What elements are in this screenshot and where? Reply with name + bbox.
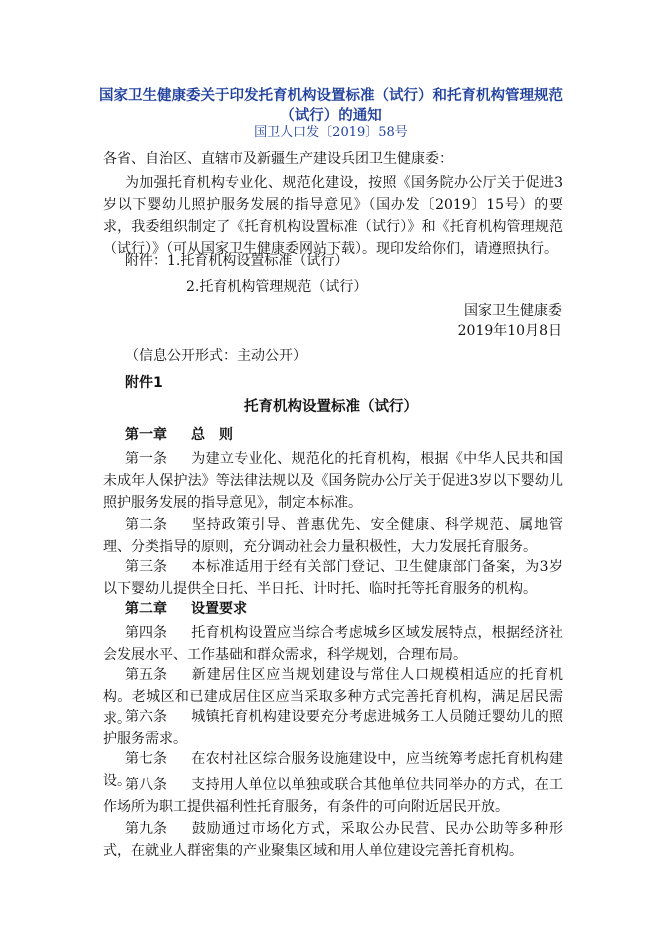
article-text: 支持用人单位以单独或联合其他单位共同举办的方式，在工作场所为职工提供福利性托育服务，有条件的可向附近居民开放。: [103, 777, 563, 815]
article-text: 坚持政策引导、普惠优先、安全健康、科学规范、属地管理、分类指导的原则，充分调动社会力量积极性，大力发展托育服务。: [103, 517, 563, 555]
chapter-number: 第二章: [125, 601, 167, 617]
article-6: [103, 706, 563, 750]
article-number: 第九条: [125, 821, 167, 837]
article-3: [103, 556, 563, 600]
article-text: 鼓励通过市场化方式，采取公办民营、民办公助等多种形式，在就业人群密集的产业聚集区域和用人单位建设完善托育机构。: [103, 821, 563, 859]
document-number: 国卫人口发〔2019〕58号: [254, 125, 408, 140]
article-number: 第八条: [125, 777, 167, 793]
issuer: 国家卫生健康委: [464, 303, 562, 319]
article-text: 在农村社区综合服务设施建设中，应当统筹考虑托育机构建设。: [103, 751, 563, 789]
annex-label: 附件1: [125, 375, 163, 391]
notice-title: 国家卫生健康委关于印发托育机构设置标准（试行）和托育机构管理规范（试行）的通知: [99, 88, 563, 124]
chapter-heading: [125, 598, 247, 620]
article-9: [103, 818, 563, 862]
article-number: 第六条: [125, 709, 167, 725]
issue-date: 2019年10月8日: [457, 323, 562, 339]
article-2: [103, 514, 563, 558]
article-number: 第七条: [125, 751, 167, 767]
chapter-heading: [125, 424, 233, 446]
article-text: 托育机构设置应当综合考虑城乡区域发展特点，根据经济社会发展水平、工作基础和群众需求，科学规划，合理布局。: [103, 625, 563, 663]
annex-title: 托育机构设置标准（试行）: [244, 399, 418, 415]
attachment-2: 2.托育机构管理规范（试行）: [186, 279, 368, 295]
chapter-name: 设置要求: [191, 601, 247, 617]
article-text: 为建立专业化、规范化的托育机构，根据《中华人民共和国未成年人保护法》等法律法规以及《国务院办公厅关于促进3岁以下婴幼儿照护服务发展的指导意见》，制定本标准。: [103, 451, 563, 511]
article-number: 第三条: [125, 559, 167, 575]
article-text: 新建居住区应当规划建设与常住人口规模相适应的托育机构。老城区和已建成居住区应当采取多种方式完善托育机构，满足居民需求。: [103, 667, 563, 727]
article-8: [103, 774, 563, 818]
salutation: 各省、自治区、直辖市及新疆生产建设兵团卫生健康委：: [103, 151, 453, 167]
article-4: [103, 622, 563, 666]
article-number: 第一条: [125, 451, 167, 467]
article-number: 第四条: [125, 625, 167, 641]
chapter-number: 第一章: [125, 427, 167, 443]
notice-body: 为加强托育机构专业化、规范化建设，按照《国务院办公厅关于促进3岁以下婴幼儿照护服务发展的指导意见》（国办发〔2019〕15号）的要求，我委组织制定了《托育机构设置标准（试行）》和《托育机构管理规范（试行）》（可从国家卫生健康委网站下载）。现印发给你们，请遵照执行。: [103, 175, 563, 257]
article-text: 城镇托育机构建设要充分考虑进城务工人员随迁婴幼儿的照护服务需求。: [103, 709, 563, 747]
article-number: 第二条: [125, 517, 167, 533]
disclosure-note: （信息公开形式：主动公开）: [125, 348, 307, 364]
attachment-1: 附件：1.托育机构设置标准（试行）: [125, 253, 349, 269]
article-number: 第五条: [125, 667, 167, 683]
article-text: 本标准适用于经有关部门登记、卫生健康部门备案，为3岁以下婴幼儿提供全日托、半日托、计时托、临时托等托育服务的机构。: [103, 559, 563, 597]
article-1: [103, 448, 563, 514]
chapter-name: 总 则: [191, 427, 233, 443]
